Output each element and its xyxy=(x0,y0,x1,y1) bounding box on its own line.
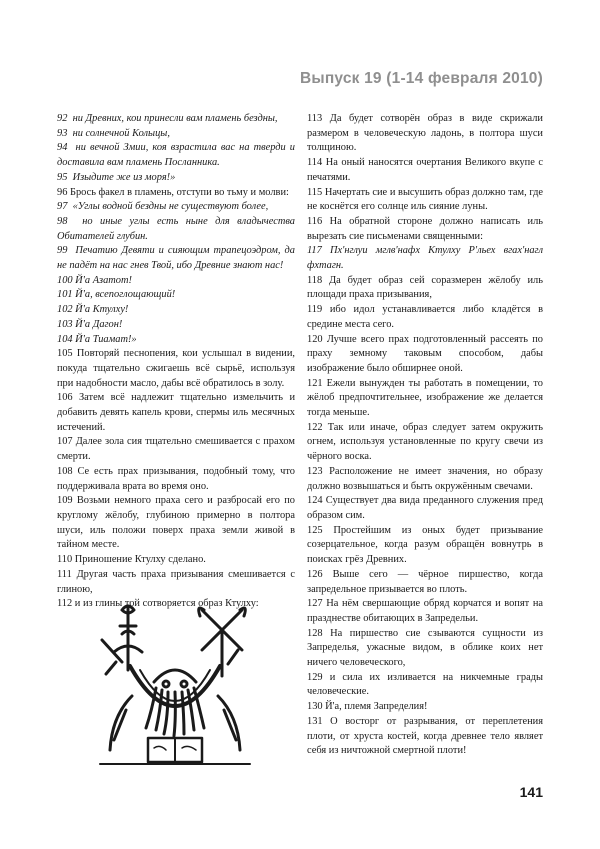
verse-line: 95 Изыдите же из моря!» xyxy=(57,171,176,183)
verse-line: 92 ни Древних, кои принесли вам пламень бездны, xyxy=(57,113,278,124)
verse-line: 115 Начертать сие и высушить образ должно там, где не коснётся его солнце иль сияние луны. xyxy=(307,186,546,213)
verse-line: 110 Приношение Ктулху сделано. xyxy=(57,554,206,566)
verse-line: 114 На оный наносятся очертания Великого вкупе с печатями. xyxy=(307,157,546,183)
verse-line: 127 На нём свершающие обряд корчатся и вопят на празднестве обитающих в Запредельи. xyxy=(307,598,546,624)
verse-line: 125 Простейшим из оных будет призывание созерцательное, когда разум обращён вовнутрь в поисках грёз Древних. xyxy=(307,524,546,566)
verse-line: 116 На обратной стороне должно написать иль вырезать сие письменами священными: xyxy=(307,215,546,242)
verse-line: 106 Затем всё надлежит тщательно измельчить и добавить девять капель крови, спермы иль месячных истечений. xyxy=(57,392,298,433)
verse-line: 128 На пиршество сие сзываются сущности из Запределья, ужасные видом, в облике коих нет ничего человеческого, xyxy=(307,627,546,669)
verse-line: 119 ибо идол устанавливается либо кладётся в средине места сего. xyxy=(307,304,546,330)
verse-line: 98 но иные углы есть ныне для владычества Обитателей глубин. xyxy=(57,215,298,242)
verse-line: 121 Ежели вынужден ты работать в помещении, то жёлоб предпочтительнее, изображение же делается тогда меньше. xyxy=(307,377,546,419)
verse-line: 97 «Углы водной бездны не существуют более, xyxy=(57,201,269,213)
verse-line: 124 Существует два вида преданного служения пред образом сим. xyxy=(307,495,546,521)
verse-line: 111 Другая часть праха призывания смешивается с глиною, xyxy=(57,568,298,595)
verse-line: 120 Лучше всего прах подготовленный рассеять по праху земному таковым способом, дабы изображение было обширнее оной. xyxy=(307,333,546,374)
verse-line: 93 ни солнечной Колыцы, xyxy=(57,127,170,139)
verse-line: 105 Повторяй песнопения, кои услышал в видении, покуда тщательно сжигаешь всё сырьё, используя при надобности масло, дабы всё обратилось в золу. xyxy=(57,348,298,389)
verse-line: 108 Се есть прах призывания, подобный тому, что поддерживала врата во время оно. xyxy=(57,465,298,492)
verse-line: 104 Й'а Тиамат!» xyxy=(57,333,137,345)
cthulhu-idol-icon xyxy=(92,600,258,768)
verse-line: 126 Выше сего — чёрное пиршество, когда запредельное призывается во плоть. xyxy=(307,568,546,595)
verse-line: 130 Й'а, племя Запределия! xyxy=(307,701,428,713)
verse-line: 122 Так или иначе, образ следует затем окружить огнем, используя установленные по кругу свечи из чёрного воска. xyxy=(307,421,546,463)
verse-line: 99 Печатию Девяти и сияющим трапецоэдром, да не падёт на нас гнев Твой, ибо Древние знают нас! xyxy=(57,245,298,272)
right-text-column xyxy=(307,112,546,759)
verse-line: 118 Да будет образ сей соразмерен жёлобу иль площади праха призывания, xyxy=(307,274,546,301)
verse-line: 131 О восторг от разрывания, от переплетения плоти, от хруста костей, когда древнее тело являет себя из ничтожной смертной плоти! xyxy=(307,715,546,757)
verse-line: 113 Да будет сотворён образ в виде скрижали размером в человеческую ладонь, в полтора шуси толщиною. xyxy=(307,113,546,154)
issue-header: Выпуск 19 (1-14 февраля 2010) xyxy=(300,70,543,87)
verse-line: 109 Возьми немного праха сего и разбросай его по круглому жёлобу, глубиною примерно в полтора шуси, иль положи поверх праха земли живой в тайном месте. xyxy=(57,495,298,551)
verse-line: 96 Брось факел в пламень, отступи во тьму и молви: xyxy=(57,186,289,198)
verse-line: 123 Расположение не имеет значения, но образу должно возвышаться и быть окружённым свечами. xyxy=(307,465,546,492)
verse-line: 101 Й'а, всепоглощающий! xyxy=(57,289,176,301)
page-number: 141 xyxy=(519,784,543,800)
left-text-column xyxy=(57,112,298,612)
verse-line: 117 Пх'нглуи мглв'нафх Ктулху Р'льех вгах'нагл фхтагн. xyxy=(307,245,546,272)
verse-line: 94 ни вечной Змии, коя взрастила вас на тверди и доставила вам пламень Посланника. xyxy=(57,142,298,169)
verse-line: 103 Й'а Дагон! xyxy=(57,318,123,330)
verse-line: 100 Й'а Азатот! xyxy=(57,274,132,286)
verse-line: 112 и из глины той сотворяется образ Ктулху: xyxy=(57,598,259,610)
verse-line: 102 Й'а Ктулху! xyxy=(57,304,129,316)
verse-line: 129 и сила их изливается на никчемные грады человеческие. xyxy=(307,671,546,698)
verse-line: 107 Далее зола сия тщательно смешивается с прахом смерти. xyxy=(57,436,298,463)
